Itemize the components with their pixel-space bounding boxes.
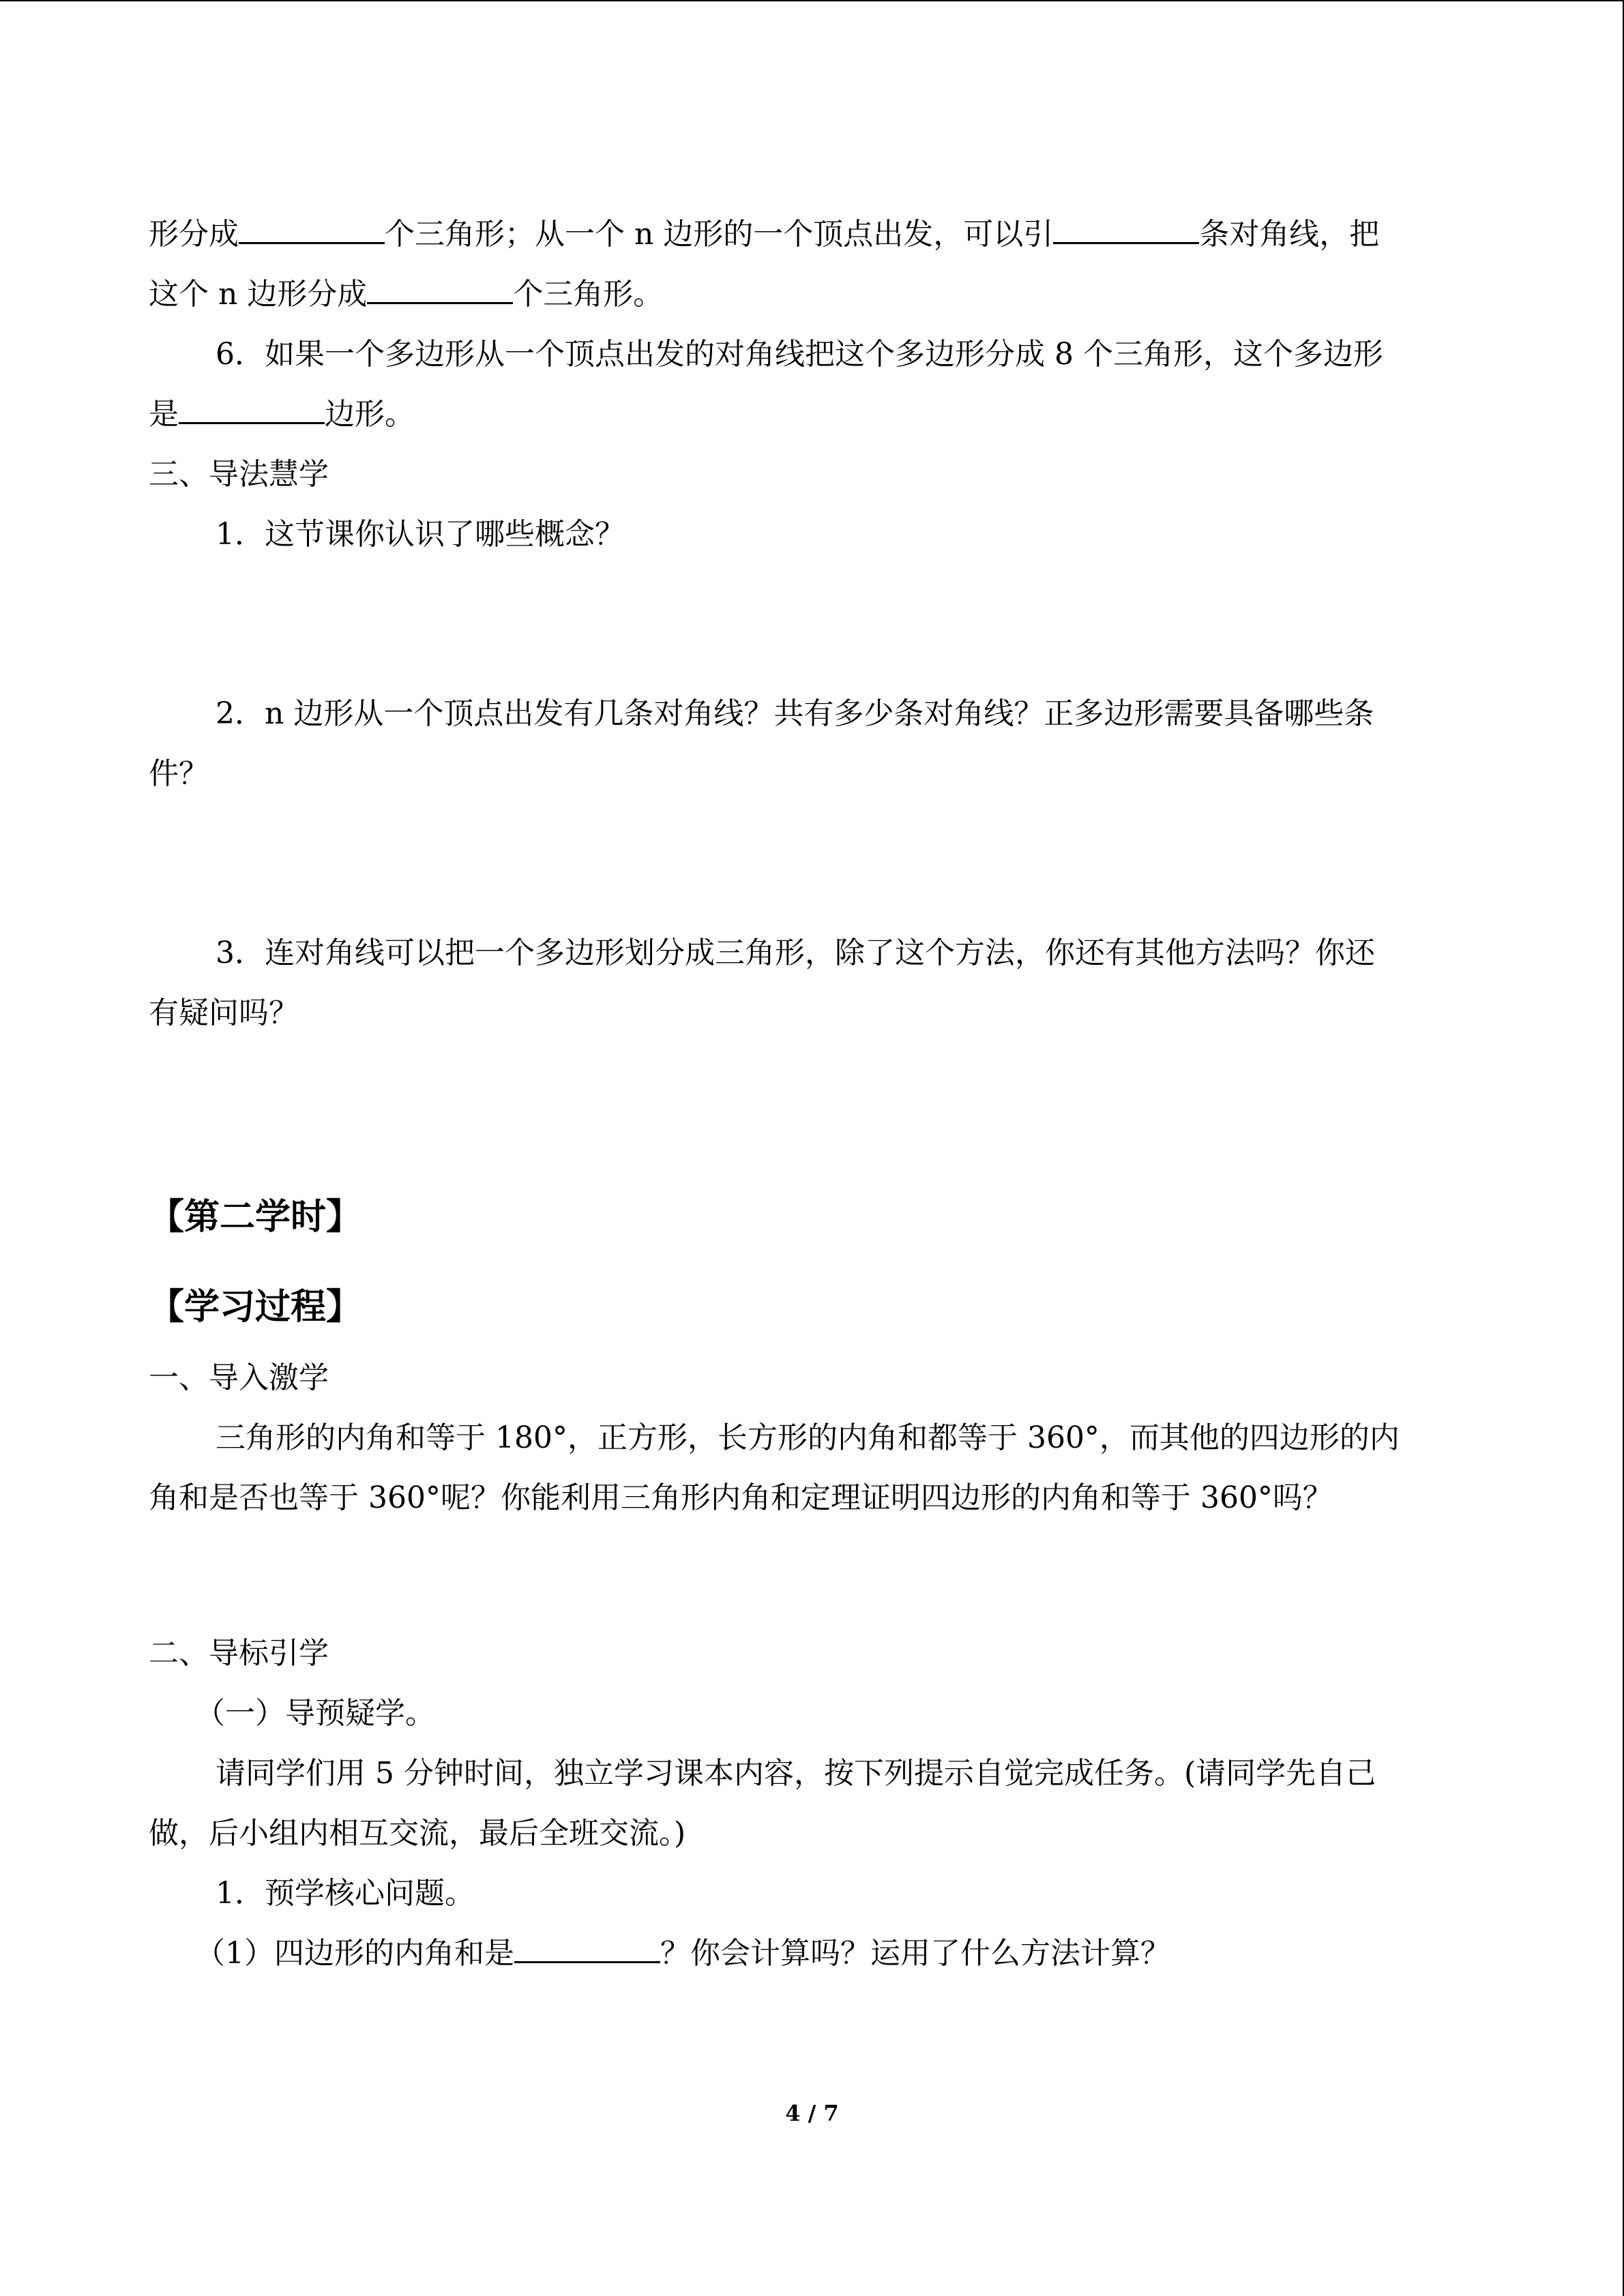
question-6: 6．如果一个多边形从一个顶点出发的对角线把这个多边形分成 8 个三角形，这个多边形 <box>216 337 1383 372</box>
fill-blank[interactable] <box>367 272 513 304</box>
answer-space <box>149 804 1476 923</box>
intro-text-cont: 角和是否也等于 360°呢？你能利用三角形内角和定理证明四边形的内角和等于 360°吗？ <box>149 1480 1333 1515</box>
fill-blank[interactable] <box>179 392 325 424</box>
instruction-text-cont: 做，后小组内相互交流，最后全班交流。) <box>149 1816 686 1851</box>
section-heading-1: 一、导入激学 <box>149 1360 329 1395</box>
reflection-question-2-cont: 件？ <box>149 756 209 791</box>
answer-space <box>149 1528 1476 1624</box>
intro-text: 三角形的内角和等于 180°，正方形，长方形的内角和都等于 360°，而其他的四边形的内 <box>216 1420 1400 1455</box>
text-line: 这个 n 边形分成 个三角形。 <box>149 265 1476 325</box>
document-body <box>149 205 1476 1984</box>
reflection-question-1: 1．这节课你认识了哪些概念？ <box>216 517 625 552</box>
reflection-question-3: 3．连对角线可以把一个多边形划分成三角形，除了这个方法，你还有其他方法吗？你还 <box>216 936 1375 970</box>
instruction-text: 请同学们用 5 分钟时间，独立学习课本内容，按下列提示自觉完成任务。(请同学先自己 <box>216 1756 1376 1791</box>
subsection-heading: （一）导预疑学。 <box>195 1696 435 1731</box>
fill-blank[interactable] <box>239 212 385 244</box>
answer-space <box>149 565 1476 684</box>
text-line: 形分成 个三角形；从一个 n 边形的一个顶点出发，可以引 条对角线，把 <box>149 205 1476 265</box>
process-heading: 【学习过程】 <box>149 1287 362 1328</box>
fill-blank[interactable] <box>1053 212 1199 244</box>
fill-blank[interactable] <box>514 1931 660 1963</box>
answer-space <box>149 1043 1476 1176</box>
section-heading-2: 二、导标引学 <box>149 1636 329 1671</box>
page-number: 4 / 7 <box>785 2100 839 2126</box>
reflection-question-2: 2．n 边形从一个顶点出发有几条对角线？共有多少条对角线？正多边形需要具备哪些条 <box>216 696 1374 731</box>
lesson-heading: 【第二学时】 <box>149 1197 362 1238</box>
section-heading-3: 三、导法慧学 <box>149 457 329 492</box>
core-question-heading: 1．预学核心问题。 <box>216 1876 475 1911</box>
question-6-cont: 是 边形。 <box>149 385 1476 445</box>
core-question-1: （1）四边形的内角和是 ？你会计算吗？运用了什么方法计算？ <box>149 1924 1476 1984</box>
reflection-question-3-cont: 有疑问吗？ <box>149 996 299 1030</box>
